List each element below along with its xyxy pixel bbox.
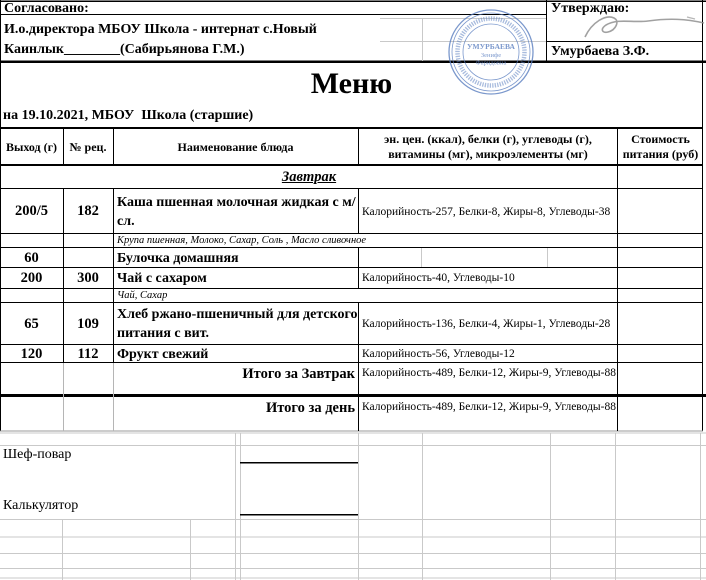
stamp-name-line1: УМУРБАЕВА xyxy=(467,42,515,51)
col-header-nutrition: эн. цен. (ккал), белки (г), углеводы (г), витамины (мг), микроэлементы (мг) xyxy=(384,132,592,161)
row-tea-recipe: 300 xyxy=(77,269,99,286)
row-tea-name: Чай с сахаром xyxy=(117,270,207,286)
total-breakfast-label: Итого за Завтрак xyxy=(242,366,355,382)
col-header-output: Выход (г) xyxy=(5,139,58,154)
agreed-line1: И.о.директора МБОУ Школа - интернат с.Новый xyxy=(4,22,317,37)
page-title-text: Меню xyxy=(310,67,393,100)
chef-label: Шеф-повар xyxy=(3,447,72,462)
page-title xyxy=(0,64,703,104)
approver-name: Умурбаева З.Ф. xyxy=(551,44,650,59)
row-bread-nutrition: Калорийность-136, Белки-4, Жиры-1, Углеводы-28 xyxy=(362,318,611,330)
row-tea-nutrition: Калорийность-40, Углеводы-10 xyxy=(362,272,515,284)
section-breakfast-label: Завтрак xyxy=(281,168,337,185)
menu-subtitle: на 19.10.2021, МБОУ Школа (старшие) xyxy=(3,108,254,123)
col-header-dish: Наименование блюда xyxy=(177,139,294,154)
calculator-label: Калькулятор xyxy=(3,498,79,513)
section-breakfast xyxy=(0,166,618,188)
row-fruit-output: 120 xyxy=(20,345,43,362)
row-bulochka-output: 60 xyxy=(24,249,39,266)
row-fruit-nutrition: Калорийность-56, Углеводы-12 xyxy=(362,348,515,360)
col-header-recipe: № рец. xyxy=(69,139,107,154)
total-day-nutrition: Калорийность-489, Белки-12, Жиры-9, Углеводы-88 xyxy=(362,401,616,413)
row-bread-recipe: 109 xyxy=(77,315,99,332)
approve-label: Утверждаю: xyxy=(551,1,630,16)
row-kasha-nutrition: Калорийность-257, Белки-8, Жиры-8, Углеводы-38 xyxy=(362,205,611,218)
row-kasha-recipe: 182 xyxy=(77,203,99,219)
signature-scribble xyxy=(575,10,706,46)
agreed-line2: Каинлык________(Сабирьянова Г.М.) xyxy=(4,42,245,57)
col-header-cost: Стоимость питания (руб) xyxy=(622,132,699,161)
row-tea-ingredients: Чай, Сахар xyxy=(117,290,168,301)
row-kasha-name: Каша пшенная молочная жидкая с м/сл. xyxy=(117,194,356,229)
row-kasha-output: 200/5 xyxy=(14,203,49,219)
stamp-name-line3: Фаридовна xyxy=(475,59,507,67)
stamp-name-line2: Зенифе xyxy=(480,52,502,59)
row-tea-output: 200 xyxy=(20,269,43,286)
total-breakfast-nutrition: Калорийность-489, Белки-12, Жиры-9, Углеводы-88 xyxy=(362,367,616,379)
agreed-label: Согласовано: xyxy=(4,1,89,16)
total-day-label: Итого за день xyxy=(265,400,355,416)
row-fruit-recipe: 112 xyxy=(77,345,99,362)
row-bulochka-recipe xyxy=(63,248,113,268)
row-bread-name: Хлеб ржано-пшеничный для детского питания с вит. xyxy=(117,307,358,341)
row-bread-output: 65 xyxy=(24,315,39,332)
row-kasha-ingredients: Крупа пшенная, Молоко, Сахар, Соль , Масло сливочное xyxy=(117,235,367,246)
row-fruit-name: Фрукт свежий xyxy=(117,346,209,362)
row-bulochka-name: Булочка домашняя xyxy=(117,250,239,266)
